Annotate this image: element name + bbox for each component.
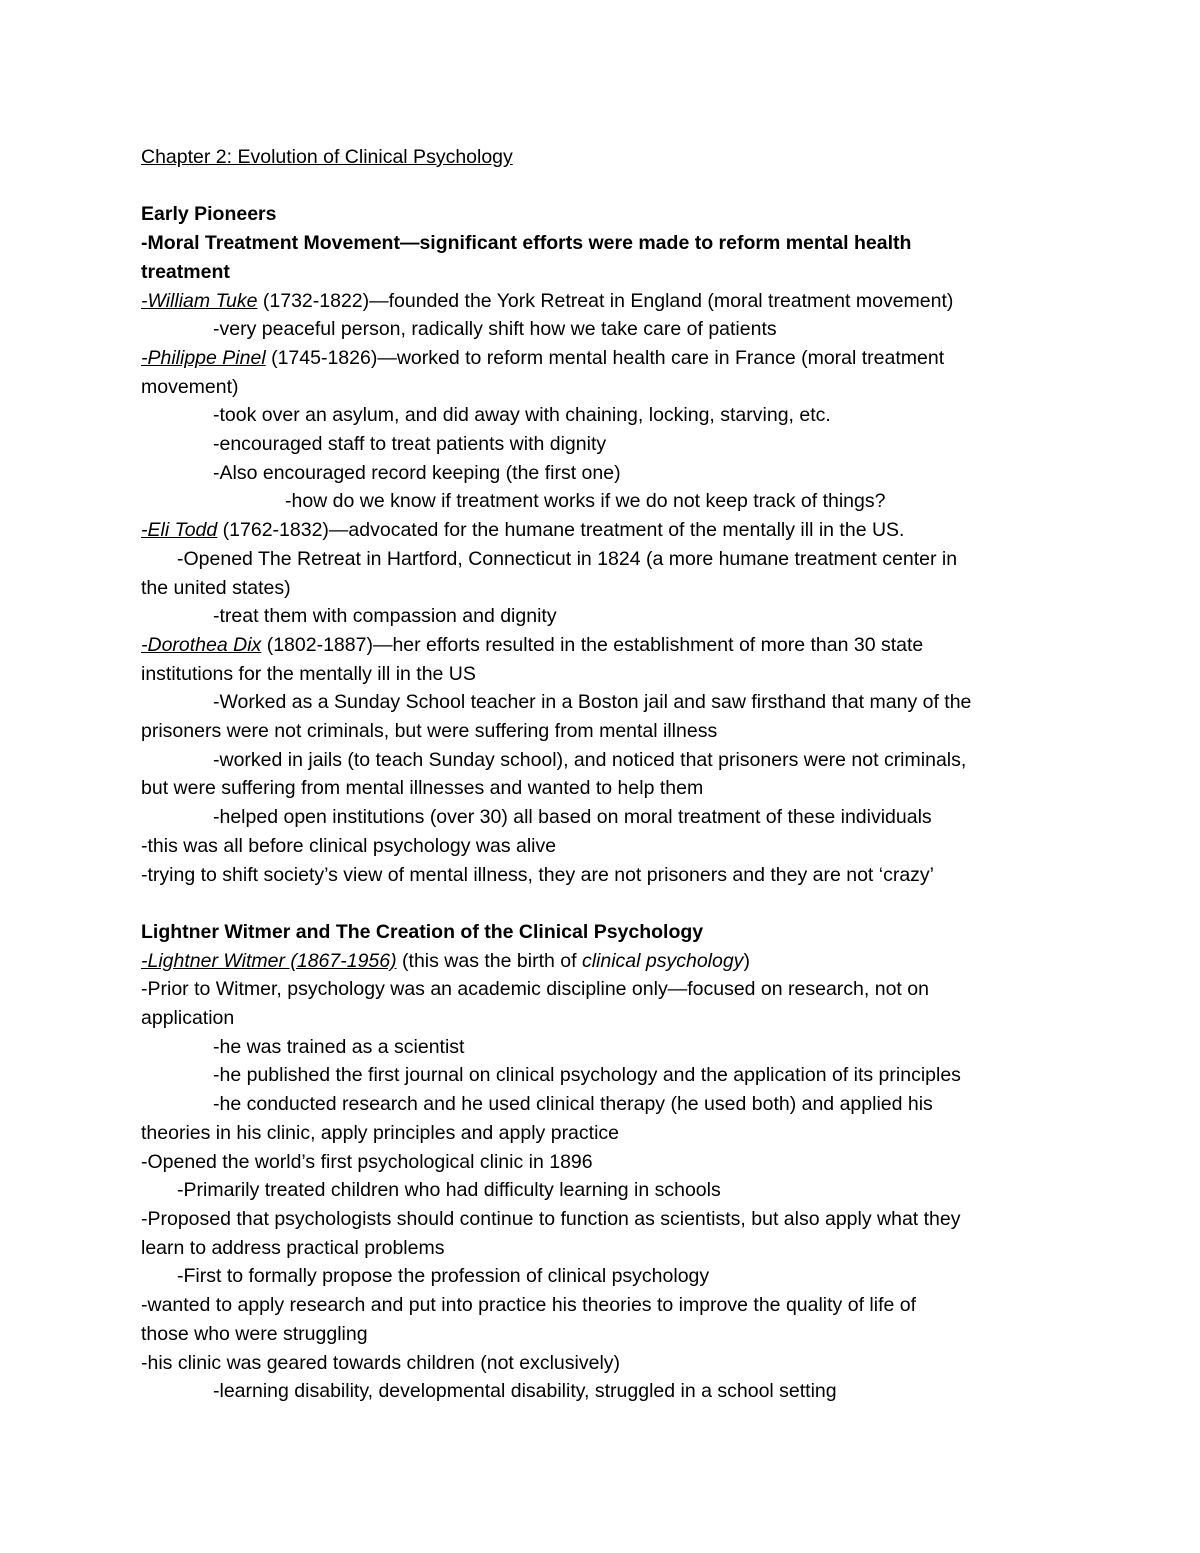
text-line: -treat them with compassion and dignity [213,605,557,628]
person-name-witmer: -Lightner Witmer (1867-1956) [141,949,397,972]
text-line: -took over an asylum, and did away with chaining, locking, starving, etc. [213,404,831,427]
text-line-todd [141,516,1080,545]
text-line: -Opened The Retreat in Hartford, Connecticut in 1824 (a more humane treatment center in [177,547,958,570]
text-span: (1802-1887)—her efforts resulted in the establishment of more than 30 state [261,633,924,656]
text-line: -Worked as a Sunday School teacher in a Boston jail and saw firsthand that many of the [213,691,972,714]
text-line: prisoners were not criminals, but were suffering from mental illness [141,720,718,743]
section-heading-early-pioneers: Early Pioneers [141,203,277,226]
text-span: (1732-1822)—founded the York Retreat in England (moral treatment movement) [257,289,954,312]
text-line: movement) [141,375,239,398]
text-span: ) [743,949,750,972]
section-heading-witmer: Lightner Witmer and The Creation of the Clinical Psychology [141,920,704,943]
text-line: -he was trained as a scientist [213,1035,465,1058]
text-line: -Also encouraged record keeping (the first one) [213,461,621,484]
text-line: -he published the first journal on clinical psychology and the application of its principles [213,1064,961,1087]
person-name-tuke: -William Tuke [141,289,258,312]
text-line: -Moral Treatment Movement—significant efforts were made to reform mental health [141,232,912,255]
text-line: -this was all before clinical psychology was alive [141,834,557,857]
page-title: Chapter 2: Evolution of Clinical Psychology [141,146,513,168]
text-line: -encouraged staff to treat patients with dignity [213,433,607,456]
text-line: theories in his clinic, apply principles and apply practice [141,1121,619,1144]
text-line: -Opened the world’s first psychological clinic in 1896 [141,1150,593,1173]
text-line: -trying to shift society’s view of mental illness, they are not prisoners and they are not ‘crazy’ [141,863,934,886]
text-line: -worked in jails (to teach Sunday school), and noticed that prisoners were not criminals, [213,748,967,771]
text-line: institutions for the mentally ill in the US [141,662,476,685]
person-name-dix: -Dorothea Dix [141,633,262,656]
text-line: -how do we know if treatment works if we do not keep track of things? [285,490,886,513]
text-line: -Prior to Witmer, psychology was an academic discipline only—focused on research, not on [141,978,929,1001]
person-name-todd: -Eli Todd [141,519,218,542]
text-line-dix [141,631,1080,660]
text-line: -very peaceful person, radically shift how we take care of patients [213,318,777,341]
text-line-pinel [141,344,1080,373]
text-line: -his clinic was geared towards children (not exclusively) [141,1351,621,1374]
text-line: treatment [141,260,230,283]
text-line: but were suffering from mental illnesses and wanted to help them [141,777,704,800]
text-span-italic: clinical psychology [581,949,744,972]
text-line-tuke [141,287,1080,316]
text-span: (1745-1826)—worked to reform mental health care in France (moral treatment [265,346,945,369]
text-line-witmer [141,947,1080,976]
text-line: -First to formally propose the profession of clinical psychology [177,1265,710,1288]
spacer [141,889,1080,918]
text-line: -wanted to apply research and put into practice his theories to improve the quality of life of [141,1294,917,1317]
text-line: -helped open institutions (over 30) all based on moral treatment of these individuals [213,806,932,829]
spacer [141,172,1080,201]
text-span: (1762-1832)—advocated for the humane treatment of the mentally ill in the US. [217,519,905,542]
text-line: learn to address practical problems [141,1236,445,1259]
text-line: those who were struggling [141,1322,368,1345]
text-line: the united states) [141,576,291,599]
text-span: (this was the birth of [396,949,582,972]
text-line: -learning disability, developmental disability, struggled in a school setting [213,1380,837,1403]
text-line: application [141,1007,235,1030]
text-line: -Primarily treated children who had difficulty learning in schools [177,1179,721,1202]
text-line: -Proposed that psychologists should continue to function as scientists, but also apply what they [141,1207,961,1230]
person-name-pinel: -Philippe Pinel [141,346,266,369]
text-line: -he conducted research and he used clinical therapy (he used both) and applied his [213,1093,933,1116]
